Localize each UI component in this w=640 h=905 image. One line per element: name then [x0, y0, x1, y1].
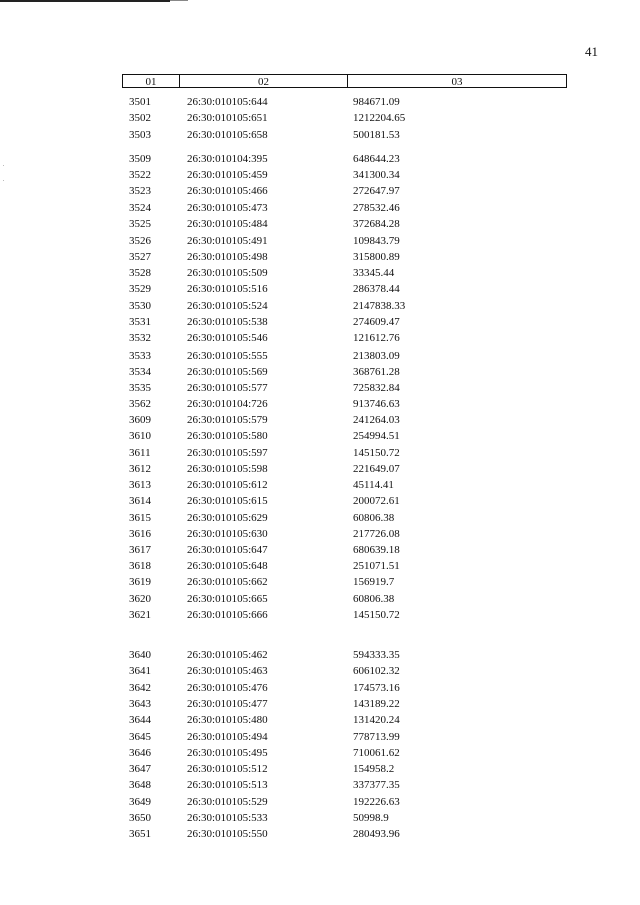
table-header	[122, 74, 567, 88]
row-id-cell: 3503	[129, 129, 151, 141]
table-row	[0, 762, 640, 776]
row-id-cell: 3615	[129, 512, 151, 524]
cadastral-number-cell: 26:30:010105:569	[187, 366, 268, 378]
table-row	[0, 681, 640, 695]
table-row	[0, 152, 640, 166]
value-cell: 372684.28	[353, 218, 400, 230]
value-cell: 143189.22	[353, 698, 400, 710]
cadastral-number-cell: 26:30:010104:726	[187, 398, 268, 410]
value-cell: 274609.47	[353, 316, 400, 328]
table-row	[0, 462, 640, 476]
cadastral-number-cell: 26:30:010105:513	[187, 779, 268, 791]
table-row	[0, 811, 640, 825]
value-cell: 50998.9	[353, 812, 389, 824]
value-cell: 174573.16	[353, 682, 400, 694]
value-cell: 286378.44	[353, 283, 400, 295]
table-row	[0, 592, 640, 606]
table-row	[0, 397, 640, 411]
cadastral-number-cell: 26:30:010105:484	[187, 218, 268, 230]
row-id-cell: 3562	[129, 398, 151, 410]
value-cell: 109843.79	[353, 235, 400, 247]
table-row	[0, 559, 640, 573]
table-row	[0, 648, 640, 662]
table-row	[0, 446, 640, 460]
value-cell: 156919.7	[353, 576, 395, 588]
table-row	[0, 608, 640, 622]
cadastral-number-cell: 26:30:010105:495	[187, 747, 268, 759]
row-id-cell: 3614	[129, 495, 151, 507]
value-cell: 648644.23	[353, 153, 400, 165]
table-row	[0, 349, 640, 363]
row-id-cell: 3501	[129, 96, 151, 108]
table-row	[0, 795, 640, 809]
row-id-cell: 3533	[129, 350, 151, 362]
table-row	[0, 299, 640, 313]
cadastral-number-cell: 26:30:010105:533	[187, 812, 268, 824]
row-id-cell: 3649	[129, 796, 151, 808]
table-row	[0, 128, 640, 142]
row-id-cell: 3645	[129, 731, 151, 743]
table-row	[0, 95, 640, 109]
value-cell: 594333.35	[353, 649, 400, 661]
table-row	[0, 315, 640, 329]
cadastral-number-cell: 26:30:010105:476	[187, 682, 268, 694]
cadastral-number-cell: 26:30:010105:480	[187, 714, 268, 726]
cadastral-number-cell: 26:30:010105:473	[187, 202, 268, 214]
table-row	[0, 511, 640, 525]
value-cell: 131420.24	[353, 714, 400, 726]
cadastral-number-cell: 26:30:010105:665	[187, 593, 268, 605]
value-cell: 913746.63	[353, 398, 400, 410]
row-id-cell: 3648	[129, 779, 151, 791]
table-row	[0, 234, 640, 248]
cadastral-number-cell: 26:30:010105:629	[187, 512, 268, 524]
table-row	[0, 575, 640, 589]
cadastral-number-cell: 26:30:010105:630	[187, 528, 268, 540]
row-id-cell: 3525	[129, 218, 151, 230]
row-id-cell: 3647	[129, 763, 151, 775]
cadastral-number-cell: 26:30:010105:516	[187, 283, 268, 295]
row-id-cell: 3534	[129, 366, 151, 378]
cadastral-number-cell: 26:30:010105:459	[187, 169, 268, 181]
value-cell: 680639.18	[353, 544, 400, 556]
cadastral-number-cell: 26:30:010105:658	[187, 129, 268, 141]
scan-edge-line-thin	[170, 0, 188, 1]
row-id-cell: 3524	[129, 202, 151, 214]
table-row	[0, 184, 640, 198]
value-cell: 60806.38	[353, 512, 395, 524]
table-row	[0, 746, 640, 760]
row-id-cell: 3528	[129, 267, 151, 279]
value-cell: 145150.72	[353, 609, 400, 621]
value-cell: 778713.99	[353, 731, 400, 743]
cadastral-number-cell: 26:30:010105:538	[187, 316, 268, 328]
table-row	[0, 664, 640, 678]
value-cell: 606102.32	[353, 665, 400, 677]
value-cell: 254994.51	[353, 430, 400, 442]
row-id-cell: 3523	[129, 185, 151, 197]
row-id-cell: 3644	[129, 714, 151, 726]
value-cell: 33345.44	[353, 267, 395, 279]
table-row	[0, 217, 640, 231]
value-cell: 154958.2	[353, 763, 395, 775]
value-cell: 200072.61	[353, 495, 400, 507]
row-id-cell: 3522	[129, 169, 151, 181]
cadastral-number-cell: 26:30:010105:615	[187, 495, 268, 507]
table-row	[0, 827, 640, 841]
cadastral-number-cell: 26:30:010105:463	[187, 665, 268, 677]
row-id-cell: 3527	[129, 251, 151, 263]
table-row	[0, 413, 640, 427]
table-row	[0, 429, 640, 443]
cadastral-number-cell: 26:30:010105:612	[187, 479, 268, 491]
row-id-cell: 3529	[129, 283, 151, 295]
row-id-cell: 3650	[129, 812, 151, 824]
cadastral-number-cell: 26:30:010105:491	[187, 235, 268, 247]
cadastral-number-cell: 26:30:010105:462	[187, 649, 268, 661]
row-id-cell: 3609	[129, 414, 151, 426]
row-id-cell: 3651	[129, 828, 151, 840]
cadastral-number-cell: 26:30:010105:494	[187, 731, 268, 743]
value-cell: 984671.09	[353, 96, 400, 108]
table-row	[0, 111, 640, 125]
table-row	[0, 543, 640, 557]
row-id-cell: 3526	[129, 235, 151, 247]
value-cell: 2147838.33	[353, 300, 406, 312]
row-id-cell: 3640	[129, 649, 151, 661]
row-id-cell: 3613	[129, 479, 151, 491]
value-cell: 45114.41	[353, 479, 394, 491]
table-row	[0, 713, 640, 727]
cadastral-number-cell: 26:30:010105:666	[187, 609, 268, 621]
page-number: 41	[585, 44, 598, 59]
row-id-cell: 3646	[129, 747, 151, 759]
row-id-cell: 3641	[129, 665, 151, 677]
cadastral-number-cell: 26:30:010105:466	[187, 185, 268, 197]
row-id-cell: 3616	[129, 528, 151, 540]
row-id-cell: 3535	[129, 382, 151, 394]
cadastral-number-cell: 26:30:010105:498	[187, 251, 268, 263]
cadastral-number-cell: 26:30:010105:662	[187, 576, 268, 588]
row-id-cell: 3530	[129, 300, 151, 312]
value-cell: 213803.09	[353, 350, 400, 362]
table-row	[0, 527, 640, 541]
table-row	[0, 730, 640, 744]
row-id-cell: 3643	[129, 698, 151, 710]
cadastral-number-cell: 26:30:010105:597	[187, 447, 268, 459]
row-id-cell: 3502	[129, 112, 151, 124]
table-row	[0, 331, 640, 345]
row-id-cell: 3531	[129, 316, 151, 328]
value-cell: 725832.84	[353, 382, 400, 394]
row-id-cell: 3621	[129, 609, 151, 621]
row-id-cell: 3619	[129, 576, 151, 588]
value-cell: 145150.72	[353, 447, 400, 459]
cadastral-number-cell: 26:30:010105:651	[187, 112, 268, 124]
cadastral-number-cell: 26:30:010105:577	[187, 382, 268, 394]
table-row	[0, 494, 640, 508]
value-cell: 710061.62	[353, 747, 400, 759]
table-row	[0, 266, 640, 280]
table-row	[0, 201, 640, 215]
cadastral-number-cell: 26:30:010105:524	[187, 300, 268, 312]
cadastral-number-cell: 26:30:010105:546	[187, 332, 268, 344]
row-id-cell: 3611	[129, 447, 151, 459]
cadastral-number-cell: 26:30:010105:580	[187, 430, 268, 442]
cadastral-number-cell: 26:30:010105:512	[187, 763, 268, 775]
table-row	[0, 697, 640, 711]
cadastral-number-cell: 26:30:010105:648	[187, 560, 268, 572]
value-cell: 221649.07	[353, 463, 400, 475]
cadastral-number-cell: 26:30:010105:598	[187, 463, 268, 475]
row-id-cell: 3618	[129, 560, 151, 572]
row-id-cell: 3617	[129, 544, 151, 556]
table-row	[0, 282, 640, 296]
value-cell: 241264.03	[353, 414, 400, 426]
row-id-cell: 3610	[129, 430, 151, 442]
row-id-cell: 3509	[129, 153, 151, 165]
value-cell: 192226.63	[353, 796, 400, 808]
cadastral-number-cell: 26:30:010105:550	[187, 828, 268, 840]
value-cell: 368761.28	[353, 366, 400, 378]
value-cell: 280493.96	[353, 828, 400, 840]
value-cell: 121612.76	[353, 332, 400, 344]
value-cell: 341300.34	[353, 169, 400, 181]
cadastral-number-cell: 26:30:010105:579	[187, 414, 268, 426]
table-row	[0, 250, 640, 264]
table-row	[0, 381, 640, 395]
table-row	[0, 365, 640, 379]
value-cell: 217726.08	[353, 528, 400, 540]
scan-edge-line	[0, 0, 170, 2]
cadastral-number-cell: 26:30:010105:555	[187, 350, 268, 362]
value-cell: 272647.97	[353, 185, 400, 197]
cadastral-number-cell: 26:30:010105:644	[187, 96, 268, 108]
row-id-cell: 3620	[129, 593, 151, 605]
table-row	[0, 168, 640, 182]
cadastral-number-cell: 26:30:010105:477	[187, 698, 268, 710]
row-id-cell: 3532	[129, 332, 151, 344]
table-row	[0, 778, 640, 792]
cadastral-number-cell: 26:30:010105:509	[187, 267, 268, 279]
value-cell: 315800.89	[353, 251, 400, 263]
row-id-cell: 3642	[129, 682, 151, 694]
value-cell: 251071.51	[353, 560, 400, 572]
column-header-03: 03	[451, 76, 463, 88]
cadastral-number-cell: 26:30:010105:529	[187, 796, 268, 808]
column-header-01: 01	[123, 75, 180, 87]
cadastral-number-cell: 26:30:010105:647	[187, 544, 268, 556]
value-cell: 500181.53	[353, 129, 400, 141]
table-row	[0, 478, 640, 492]
value-cell: 337377.35	[353, 779, 400, 791]
value-cell: 278532.46	[353, 202, 400, 214]
value-cell: 1212204.65	[353, 112, 406, 124]
value-cell: 60806.38	[353, 593, 395, 605]
cadastral-number-cell: 26:30:010104:395	[187, 153, 268, 165]
column-header-02: 02	[180, 75, 348, 87]
row-id-cell: 3612	[129, 463, 151, 475]
